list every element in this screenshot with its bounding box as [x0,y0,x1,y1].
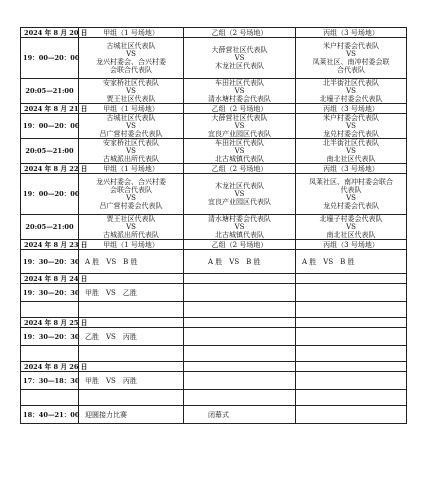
match-cell: 乙胜 VS 丙胜 [79,328,184,346]
empty-cell [296,390,407,406]
vs-label: VS [346,122,356,130]
group-header: 丙组（3 号场地） [296,240,407,250]
group-header: 乙组（2 号场地） [184,28,296,38]
date-cell: 2024 年 8 月 22 日 [21,164,79,174]
team-line: 车田社区代表队 [215,139,264,147]
team-line: 清水塘村委会代表队 [208,215,271,223]
schedule-table [20,27,407,424]
date-header-row [21,318,407,328]
empty-cell [296,274,407,284]
group-header: 乙组（2 号场地） [184,240,296,250]
vs-label: VS [346,87,356,95]
date-header-row [21,240,407,250]
spacer-row [21,346,407,362]
event-cell: 闭幕式 [184,406,296,424]
team-line: 北壕子村委会代表队 [319,215,383,223]
team-line: 清水塘村委会代表队 [208,95,271,103]
time-cell: 19：30—20：30 [21,284,79,302]
team-line: 木龙社区代表队 [215,182,264,190]
match-row [21,114,407,139]
match-cell [184,79,296,104]
vs-label: VS [346,50,356,58]
team-line: VS [126,194,136,202]
date-cell: 2024 年 8 月 24 日 [21,274,79,284]
vs-label: VS [234,223,245,231]
date-header-row [21,104,407,114]
team-line: 代表队 [340,186,362,194]
match-cell [184,174,296,215]
match-cell [79,174,184,215]
vs-label: VS [346,147,356,155]
time-cell: 19：30—20：30 [21,250,79,274]
time-cell: 20:05—21:00 [21,215,79,240]
team-line: VS [346,194,356,202]
team-line: 大薛营社区代表队 [211,46,268,54]
team-line: 大薛营社区代表队 [211,114,268,122]
vs-label: VS [126,122,136,130]
date-cell: 2024 年 8 月 20 日 [21,28,79,38]
match-cell [79,79,184,104]
team-line: 米户村委会代表队 [323,42,379,50]
event-cell: 迎圆接力比赛 [79,406,184,424]
empty-cell [296,318,407,328]
match-cell [184,38,296,79]
match-cell: A 胜 VS B 胜 [296,250,407,274]
team-line: 南北社区代表队 [326,155,376,163]
vs-label: VS [234,122,245,130]
vs-label: VS [234,147,245,155]
team-line: 北壕子村委会代表队 [319,95,383,103]
vs-label: VS [126,223,136,231]
group-header: 甲组（1 号场地） [79,164,184,174]
team-line: 古城派出所代表队 [103,231,159,239]
spacer-row [21,302,407,318]
match-cell [79,139,184,164]
empty-cell [79,274,184,284]
empty-cell [21,390,79,406]
empty-cell [184,346,296,362]
match-cell [296,174,407,215]
match-cell [79,215,184,240]
time-cell: 18：40—21：00 [21,406,79,424]
match-cell: 甲胜 VS 乙胜 [79,284,184,302]
team-line: 贾王社区代表队 [106,95,156,103]
vs-label: VS [234,190,245,198]
match-row [21,284,407,302]
match-cell [296,79,407,104]
time-cell: 19：00—20：00 [21,38,79,79]
vs-label: VS [234,87,245,95]
empty-cell [79,346,184,362]
date-header-row [21,274,407,284]
team-line: 南北社区代表队 [326,231,376,239]
empty-cell [184,318,296,328]
team-line: 吕广营村委会代表队 [99,130,163,138]
date-header-row [21,28,407,38]
team-line: 会联合代表队 [110,186,152,194]
team-line: 会联合代表队 [110,66,152,74]
team-line: 龙兴村委会、合兴村委 [96,58,166,66]
match-cell: A 胜 VS B 胜 [79,250,184,274]
empty-cell [184,302,296,318]
match-row [21,215,407,240]
team-line: 宜良产业园区代表队 [208,130,271,138]
team-line: 吕广营村委会代表队 [99,202,163,210]
team-line: 龙兴村委会、合兴村委 [96,178,166,186]
group-header: 甲组（1 号场地） [79,104,184,114]
empty-cell [296,362,407,372]
date-header-row [21,362,407,372]
group-header: 丙组（3 号场地） [296,164,407,174]
empty-cell [21,302,79,318]
group-header: 丙组（3 号场地） [296,28,407,38]
group-header: 甲组（1 号场地） [79,28,184,38]
group-header: 乙组（2 号场地） [184,164,296,174]
team-line: 凤莱社区、南冲村委会联 [312,58,390,66]
team-line: 北半街社区代表队 [323,79,379,87]
date-header-row [21,164,407,174]
empty-cell [184,362,296,372]
match-row [21,79,407,104]
team-line: 北古城镇代表队 [215,155,264,163]
time-cell: 19：00—20：00 [21,174,79,215]
team-line: 安家桥社区代表队 [103,79,159,87]
match-cell [296,215,407,240]
team-line: 车田社区代表队 [215,79,264,87]
spacer-row [21,390,407,406]
team-line: 古城社区代表队 [106,42,156,50]
team-line: 宜良产业园区代表队 [208,198,271,206]
schedule-body [21,28,407,424]
team-line: 安家桥社区代表队 [103,139,159,147]
time-cell: 17：30—18：30 [21,372,79,390]
match-row [21,38,407,79]
match-cell [296,139,407,164]
empty-cell [184,274,296,284]
closing-row [21,406,407,424]
team-line: 龙兑村委会代表队 [323,130,379,138]
empty-cell [296,328,407,346]
match-cell [79,114,184,139]
group-header: 乙组（2 号场地） [184,104,296,114]
empty-cell [296,406,407,424]
match-cell [296,38,407,79]
team-line: 凤莱社区、南冲村委会联合 [309,178,393,186]
empty-cell [184,372,296,390]
match-row [21,372,407,390]
group-header: 丙组（3 号场地） [296,104,407,114]
empty-cell [296,302,407,318]
empty-cell [296,372,407,390]
vs-label: VS [126,147,136,155]
team-line: 北古城镇代表队 [215,231,264,239]
empty-cell [21,346,79,362]
team-line: 古城派出所代表队 [103,155,159,163]
vs-label: VS [346,223,356,231]
empty-cell [79,362,184,372]
match-cell [184,114,296,139]
time-cell: 20:05—21:00 [21,79,79,104]
match-cell [184,139,296,164]
match-row [21,139,407,164]
time-cell: 19：00—20：00 [21,114,79,139]
team-line: 北半街社区代表队 [323,139,379,147]
empty-cell [184,284,296,302]
date-cell: 2024 年 8 月 23 日 [21,240,79,250]
empty-cell [184,328,296,346]
team-line: 米户村委会代表队 [323,114,379,122]
team-line: 龙兑村委会代表队 [323,202,379,210]
empty-cell [184,390,296,406]
match-cell [79,38,184,79]
team-line: 贾王社区代表队 [106,215,156,223]
vs-label: VS [126,50,136,58]
empty-cell [79,318,184,328]
date-cell: 2024 年 8 月 21 日 [21,104,79,114]
match-cell: 甲胜 VS 丙胜 [79,372,184,390]
date-cell: 2024 年 8 月 26 日 [21,362,79,372]
group-header: 甲组（1 号场地） [79,240,184,250]
empty-cell [79,302,184,318]
empty-cell [296,284,407,302]
empty-cell [296,346,407,362]
team-line: 木龙社区代表队 [215,62,264,70]
match-row [21,174,407,215]
match-cell: A 胜 VS B 胜 [184,250,296,274]
empty-cell [79,390,184,406]
vs-label: VS [234,54,245,62]
team-line: 古城社区代表队 [106,114,156,122]
time-cell: 19：30—20：30 [21,328,79,346]
match-row [21,250,407,274]
time-cell: 20:05—21:00 [21,139,79,164]
match-row [21,328,407,346]
match-cell [184,215,296,240]
vs-label: VS [126,87,136,95]
match-cell [296,114,407,139]
team-line: 合代表队 [337,66,365,74]
date-cell: 2024 年 8 月 25 日 [21,318,79,328]
